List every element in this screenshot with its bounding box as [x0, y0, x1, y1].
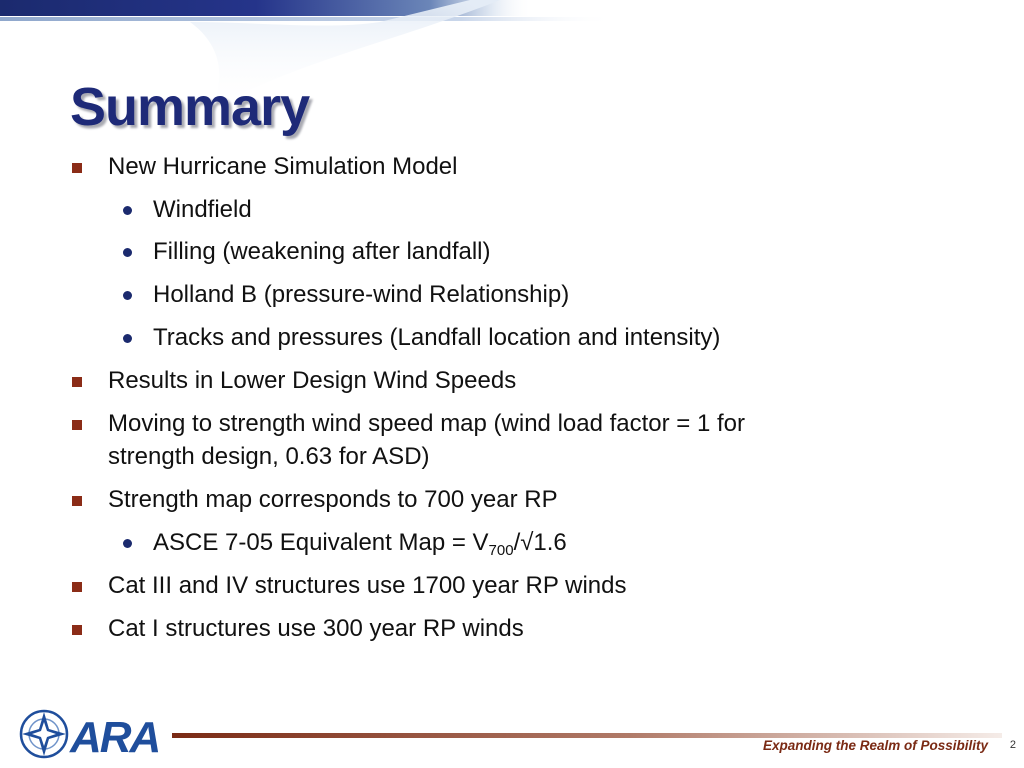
formula-subscript: 700 — [488, 542, 514, 559]
formula-text: /√1.6 — [513, 529, 567, 556]
list-item — [153, 526, 567, 560]
slide-title: Summary — [70, 77, 310, 137]
list-item: Strength map corresponds to 700 year RP — [108, 486, 558, 513]
page-number: 2 — [1009, 739, 1016, 751]
list-item: New Hurricane Simulation Model — [108, 153, 458, 180]
list-item-continuation: strength design, 0.63 for ASD) — [108, 443, 430, 470]
list-item: Cat III and IV structures use 1700 year RP winds — [108, 572, 627, 599]
formula-text: ASCE 7-05 Equivalent Map = V — [153, 529, 489, 556]
round-bullet-icon — [123, 248, 132, 257]
round-bullet-icon — [123, 334, 132, 343]
list-item: Holland B (pressure-wind Relationship) — [153, 281, 570, 308]
list-item: Tracks and pressures (Landfall location and intensity) — [153, 324, 721, 351]
list-item: Filling (weakening after landfall) — [153, 238, 491, 265]
list-item: Windfield — [153, 196, 252, 223]
list-item: Results in Lower Design Wind Speeds — [108, 367, 517, 394]
list-item: Cat I structures use 300 year RP winds — [108, 615, 524, 642]
round-bullet-icon — [123, 206, 132, 215]
round-bullet-icon — [123, 539, 132, 548]
square-bullet-icon — [72, 377, 82, 387]
square-bullet-icon — [72, 582, 82, 592]
ara-logo — [18, 706, 168, 762]
square-bullet-icon — [72, 420, 82, 430]
square-bullet-icon — [72, 625, 82, 635]
list-item: Moving to strength wind speed map (wind load factor = 1 for — [108, 410, 746, 437]
logo-text: ARA — [70, 713, 160, 762]
square-bullet-icon — [72, 496, 82, 506]
footer-tagline: Expanding the Realm of Possibility — [762, 738, 988, 753]
square-bullet-icon — [72, 163, 82, 173]
round-bullet-icon — [123, 291, 132, 300]
